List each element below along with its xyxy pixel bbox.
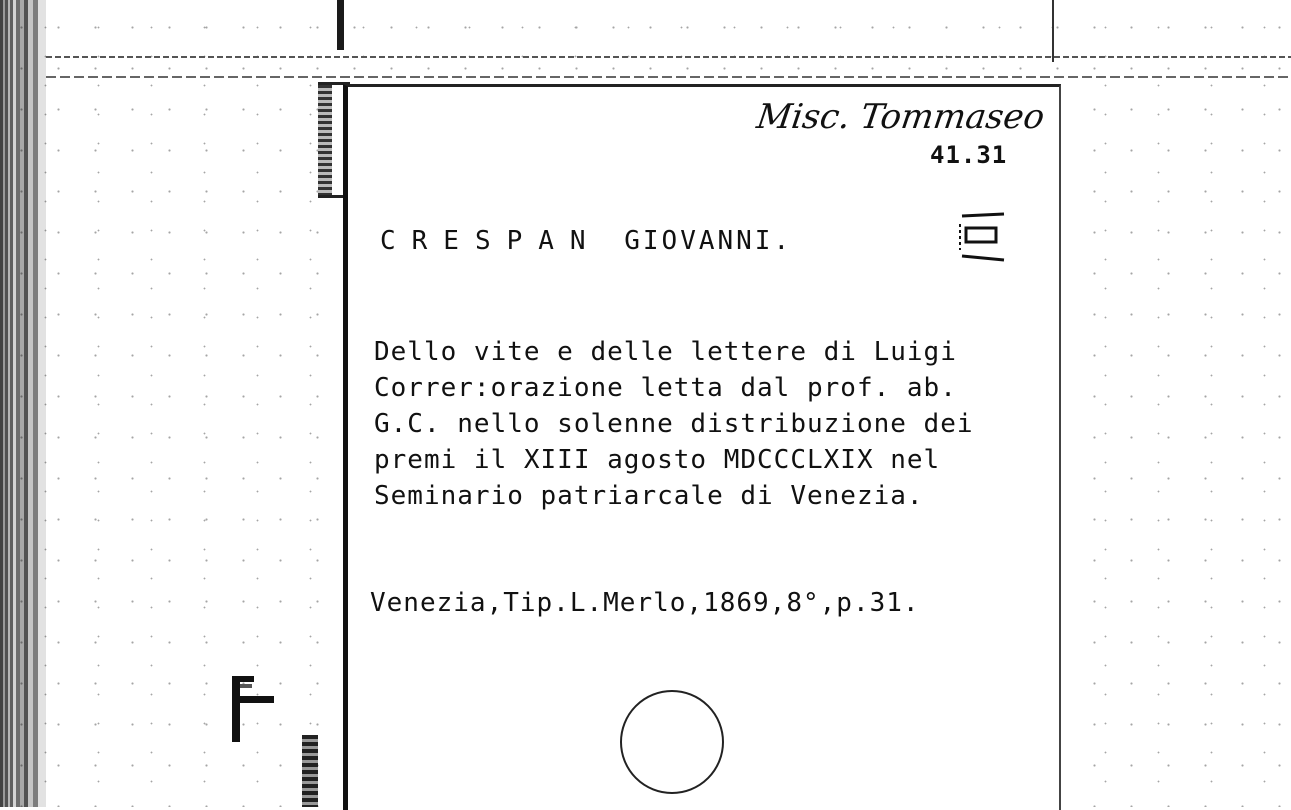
description-line: Correr:orazione letta dal prof. ab. — [374, 373, 957, 403]
divider-line — [46, 76, 1291, 78]
title-description — [374, 334, 1044, 514]
corner-f-mark-icon — [228, 670, 278, 745]
description-line: Seminario patriarcale di Venezia. — [374, 481, 924, 511]
punch-hole-icon — [620, 690, 724, 794]
shelf-number: 41.31 — [930, 141, 1008, 169]
author-heading — [380, 226, 792, 256]
library-stamp-icon — [952, 210, 1008, 265]
edge-mark — [302, 735, 318, 807]
description-line: premi il XIII agosto MDCCCLXIX nel — [374, 445, 941, 475]
imprint-line: Venezia,Tip.L.Merlo,1869,8°,p.31. — [370, 588, 920, 618]
previous-card-right-edge — [1052, 0, 1054, 62]
binding-strip — [0, 0, 46, 807]
description-line: Dello vite e delle lettere di Luigi — [374, 337, 957, 367]
previous-card-edge — [337, 0, 344, 50]
divider-line — [46, 56, 1291, 58]
author-forename: GIOVANNI. — [624, 226, 793, 256]
shelfmark-handwritten: Misc. Tommaseo — [754, 97, 1047, 137]
description-line: G.C. nello solenne distribuzione dei — [374, 409, 974, 439]
author-surname: CRESPAN — [380, 226, 602, 256]
